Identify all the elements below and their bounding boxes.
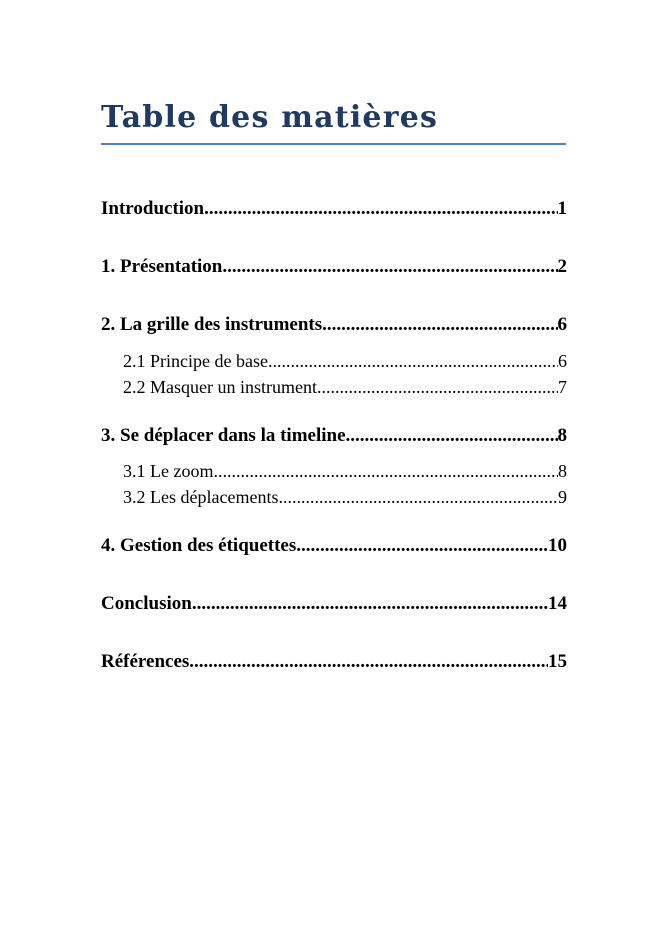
toc-entry-label: Références [101, 651, 190, 672]
toc-entry-label: 2. La grille des instruments [101, 314, 323, 335]
dot-leader [204, 198, 557, 220]
title-underline [101, 143, 566, 145]
toc-entry-gestion-etiquettes[interactable] [101, 535, 567, 561]
dot-leader [317, 377, 558, 398]
toc-entry-grille-instruments[interactable] [101, 314, 567, 340]
toc-entry-label: Introduction [101, 198, 205, 219]
toc-entry-page: 8 [558, 461, 567, 481]
toc-entry-page: 14 [548, 593, 567, 614]
toc-entry-references[interactable] [101, 651, 567, 677]
toc-entry-page: 7 [558, 377, 567, 397]
toc-entry-label: Conclusion [101, 593, 192, 614]
toc-entry-principe-de-base[interactable] [123, 351, 567, 375]
dot-leader [222, 256, 557, 278]
toc-entry-label: 3.1 Le zoom [123, 461, 214, 481]
toc-entry-page: 2 [557, 256, 567, 277]
toc-entry-les-deplacements[interactable] [123, 487, 567, 511]
dot-leader [278, 487, 558, 508]
toc-title: Table des matières [101, 100, 439, 135]
toc-entry-le-zoom[interactable] [123, 461, 567, 485]
toc-entry-page: 6 [558, 351, 567, 371]
toc-entry-label: 4. Gestion des étiquettes [101, 535, 297, 556]
dot-leader [296, 535, 548, 557]
toc-entry-conclusion[interactable] [101, 593, 567, 619]
toc-entry-presentation[interactable] [101, 256, 567, 282]
toc-entry-se-deplacer[interactable] [101, 425, 567, 451]
toc-entry-label: 1. Présentation [101, 256, 223, 277]
dot-leader [213, 461, 558, 482]
toc-entry-page: 10 [548, 535, 567, 556]
dot-leader [268, 351, 558, 372]
dot-leader [189, 651, 548, 673]
toc-entry-page: 8 [557, 425, 567, 446]
toc-entry-label: 2.2 Masquer un instrument [123, 377, 317, 397]
toc-entry-page: 9 [558, 487, 567, 507]
toc-entry-masquer-instrument[interactable] [123, 377, 567, 401]
toc-entry-page: 6 [557, 314, 567, 335]
toc-entry-label: 3. Se déplacer dans la timeline [101, 425, 346, 446]
dot-leader [322, 314, 557, 336]
dot-leader [192, 593, 548, 615]
toc-entry-introduction[interactable] [101, 198, 567, 224]
toc-entry-page: 15 [548, 651, 567, 672]
toc-entry-label: 3.2 Les déplacements [123, 487, 279, 507]
toc-entry-label: 2.1 Principe de base [123, 351, 268, 371]
dot-leader [346, 425, 558, 447]
toc-entry-page: 1 [557, 198, 567, 219]
